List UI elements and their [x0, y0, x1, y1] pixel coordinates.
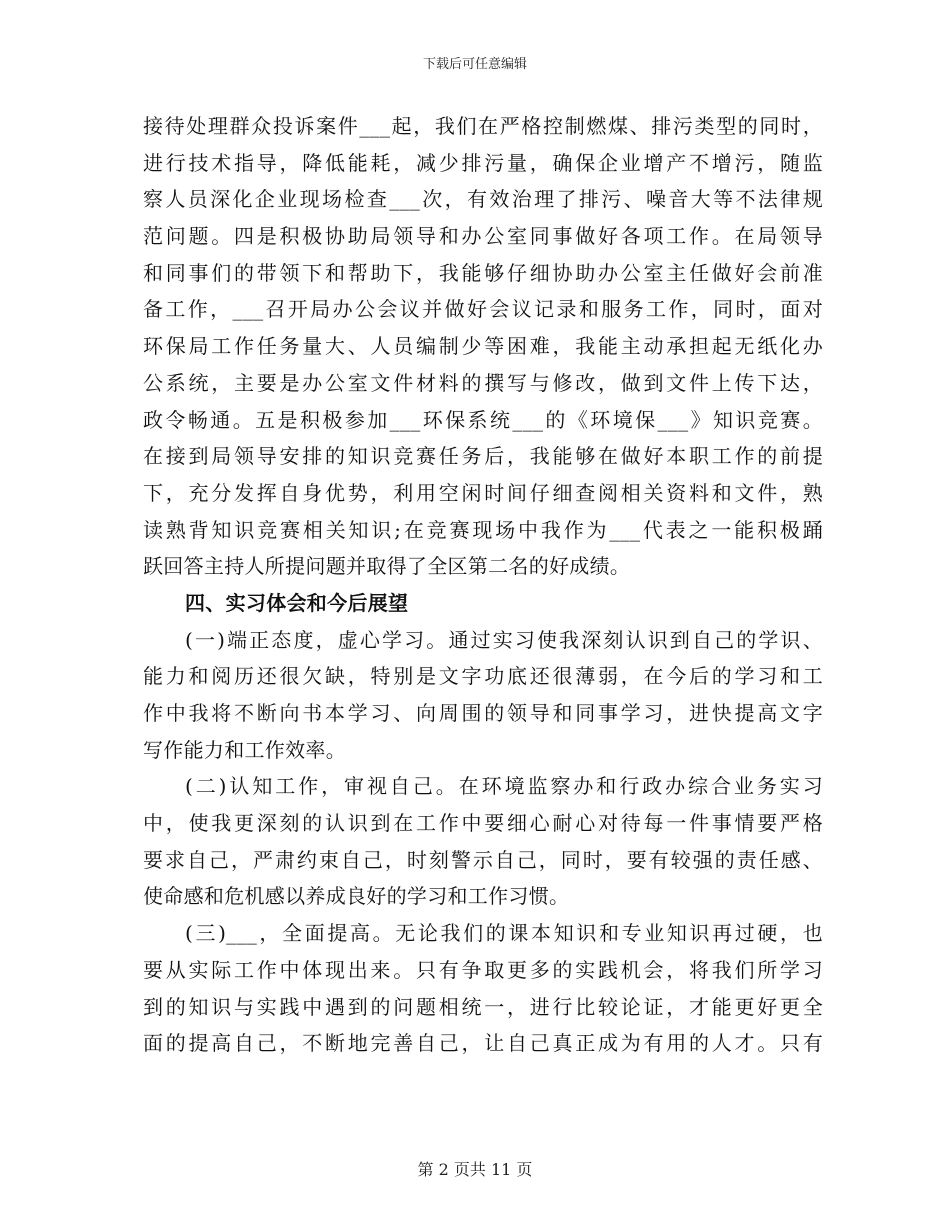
text-line: 公系统，主要是办公室文件材料的撰写与修改，做到文件上传下达，: [143, 370, 823, 395]
page-header: 下载后可任意编辑: [422, 57, 527, 72]
text-line: 中，使我更深刻的认识到在工作中要细心耐心对待每一件事情要严格: [143, 811, 823, 836]
text-line: 能力和阅历还很欠缺，特别是文字功底还很薄弱，在今后的学习和工: [143, 664, 823, 689]
text-line: 接待处理群众投诉案件___起，我们在严格控制燃煤、排污类型的同时，: [143, 114, 823, 138]
section-heading: 四、实习体会和今后展望: [185, 590, 409, 615]
text-line: 下，充分发挥自身优势，利用空闲时间仔细查阅相关资料和文件，熟: [143, 480, 823, 505]
text-line: 察人员深化企业现场检查___次，有效治理了排污、噪音大等不法律规: [143, 187, 823, 212]
text-line: 作中我将不断向书本学习、向周围的领导和同事学习，进快提高文字: [143, 701, 823, 725]
text-line: 写作能力和工作效率。: [143, 737, 346, 762]
text-line: 政令畅通。五是积极参加___环保系统___的《环境保___》知识竞赛。: [143, 407, 823, 432]
text-line: 备工作，___召开局办公会议并做好会议记录和服务工作，同时，面对: [143, 297, 823, 322]
document-body: [143, 108, 823, 1062]
text-line: 环保局工作任务量大、人员编制少等困难，我能主动承担起无纸化办: [143, 334, 823, 359]
text-line: (一)端正态度，虚心学习。通过实习使我深刻认识到自己的学识、: [185, 627, 823, 652]
text-line: 面的提高自己，不断地完善自己，让自己真正成为有用的人才。只有: [143, 1031, 823, 1056]
text-line: (二)认知工作，审视自己。在环境监察办和行政办综合业务实习: [185, 774, 823, 799]
text-line: 在接到局领导安排的知识竞赛任务后，我能够在做好本职工作的前提: [143, 444, 823, 469]
text-line: 使命感和危机感以养成良好的学习和工作习惯。: [143, 884, 570, 909]
text-line: (三)___，全面提高。无论我们的课本知识和专业知识再过硬，也: [185, 921, 823, 946]
text-line: 跃回答主持人所提问题并取得了全区第二名的好成绩。: [143, 554, 631, 579]
page-footer: 第 2 页共 11 页: [417, 1160, 533, 1179]
text-line: 要求自己，严肃约束自己，时刻警示自己，同时，要有较强的责任感、: [143, 847, 823, 872]
text-line: 范问题。四是积极协助局领导和办公室同事做好各项工作。在局领导: [143, 224, 823, 249]
text-line: 要从实际工作中体现出来。只有争取更多的实践机会，将我们所学习: [143, 957, 823, 982]
text-line: 读熟背知识竞赛相关知识;在竞赛现场中我作为___代表之一能积极踊: [143, 517, 823, 542]
text-line: 到的知识与实践中遇到的问题相统一，进行比较论证，才能更好更全: [143, 994, 823, 1019]
text-line: 进行技术指导，降低能耗，减少排污量，确保企业增产不增污，随监: [143, 150, 823, 175]
text-line: 和同事们的带领下和帮助下，我能够仔细协助办公室主任做好会前准: [143, 260, 823, 285]
